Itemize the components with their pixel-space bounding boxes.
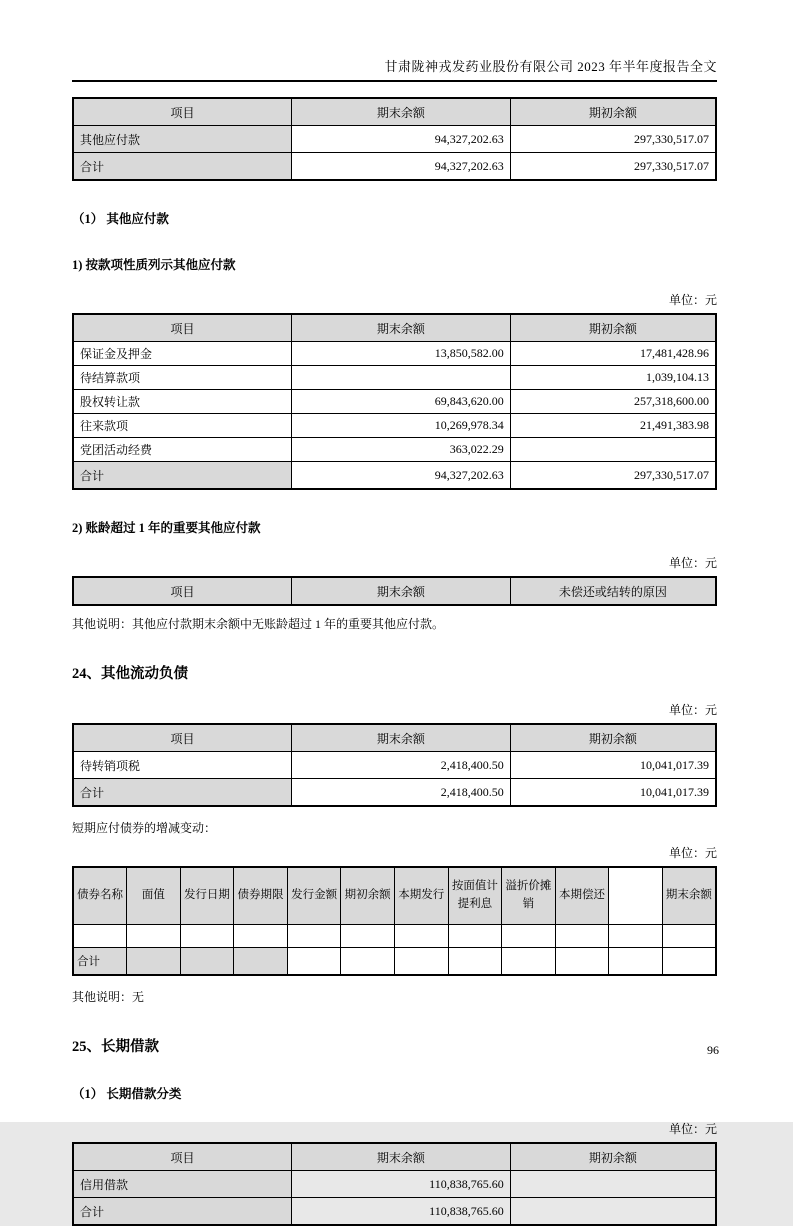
item-label-cell: 信用借款 [73,1171,292,1198]
col-header-item: 项目 [73,98,292,126]
col-header-beginning-balance: 期初余额 [341,867,395,925]
item-label-cell: 保证金及押金 [73,342,292,366]
empty-cell [555,925,609,948]
aging-note: 其他说明：其他应付款期末余额中无账龄超过 1 年的重要其他应付款。 [72,617,445,631]
empty-cell [662,948,716,976]
header-rule [72,80,717,82]
unit-label: 单位：元 [668,556,717,570]
empty-cell [234,948,288,976]
beginning-balance-cell: 21,491,383.98 [510,414,716,438]
table-header-row [73,577,716,605]
col-header-beginning-balance: 期初余额 [510,724,716,752]
beginning-balance-cell: 297,330,517.07 [510,153,716,181]
unit-label: 单位：元 [668,1122,717,1136]
col-header-ending-balance: 期末余额 [292,577,511,605]
item-label-cell: 待转销项税 [73,752,292,779]
total-label-cell: 合计 [73,948,127,976]
empty-cell [609,925,663,948]
item-label-cell: 往来款项 [73,414,292,438]
beginning-balance-cell [510,1198,716,1226]
beginning-balance-cell: 10,041,017.39 [510,752,716,779]
total-label-cell: 合计 [73,1198,292,1226]
table-header-row [73,867,716,925]
empty-cell [287,948,341,976]
ending-balance-cell: 94,327,202.63 [292,462,511,490]
empty-cell [180,948,234,976]
col-header-premium-amortization: 溢折价摊销 [502,867,556,925]
empty-cell [502,948,556,976]
section-24-title: 24、其他流动负债 [72,666,188,682]
empty-cell [180,925,234,948]
document-title: 甘肃陇神戎发药业股份有限公司 2023 年半年度报告全文 [384,59,717,74]
table-total-row [73,779,716,807]
ending-balance-cell: 110,838,765.60 [292,1171,511,1198]
table-row [73,366,716,390]
table-row [73,752,716,779]
subsection-by-nature-title: 1) 按款项性质列示其他应付款 [72,258,236,272]
empty-cell [234,925,288,948]
col-header-ending-balance: 期末余额 [662,867,716,925]
table-row [73,414,716,438]
empty-cell [502,925,556,948]
empty-cell [555,948,609,976]
item-label-cell: 党团活动经费 [73,438,292,462]
item-label-cell: 待结算款项 [73,366,292,390]
col-header-item: 项目 [73,1143,292,1171]
col-header-blank [609,867,663,925]
subsection-loan-class-title: （1） 长期借款分类 [72,1087,182,1101]
table-header-row [73,1143,716,1171]
total-label-cell: 合计 [73,153,292,181]
col-header-beginning-balance: 期初余额 [510,98,716,126]
empty-cell [73,925,127,948]
item-label-cell: 其他应付款 [73,126,292,153]
empty-cell [448,925,502,948]
page-number: 96 [707,1043,719,1057]
empty-cell [609,948,663,976]
table-row [73,438,716,462]
table-row [73,1171,716,1198]
col-header-item: 项目 [73,724,292,752]
ending-balance-cell: 69,843,620.00 [292,390,511,414]
other-current-liabilities-table [72,723,717,807]
table-row [73,390,716,414]
beginning-balance-cell: 297,330,517.07 [510,126,716,153]
table-header-row [73,98,716,126]
empty-cell [341,948,395,976]
long-term-loans-table [72,1142,717,1226]
total-label-cell: 合计 [73,779,292,807]
col-header-beginning-balance: 期初余额 [510,314,716,342]
beginning-balance-cell [510,1171,716,1198]
col-header-item: 项目 [73,577,292,605]
empty-cell [341,925,395,948]
col-header-bond-term: 债券期限 [234,867,288,925]
table-row [73,342,716,366]
ending-balance-cell: 10,269,978.34 [292,414,511,438]
col-header-ending-balance: 期末余额 [292,98,511,126]
col-header-reason: 未偿还或结转的原因 [510,577,716,605]
aging-over-one-year-table [72,576,717,606]
col-header-face-value: 面值 [127,867,181,925]
ending-balance-cell: 94,327,202.63 [292,153,511,181]
unit-label: 单位：元 [668,703,717,717]
ending-balance-cell: 13,850,582.00 [292,342,511,366]
table-empty-row [73,925,716,948]
table-header-row [73,314,716,342]
ending-balance-cell: 94,327,202.63 [292,126,511,153]
ending-balance-cell [292,366,511,390]
beginning-balance-cell: 257,318,600.00 [510,390,716,414]
empty-cell [287,925,341,948]
col-header-interest-at-face: 按面值计提利息 [448,867,502,925]
other-payables-summary-table [72,97,717,181]
total-label-cell: 合计 [73,462,292,490]
col-header-bond-name: 债券名称 [73,867,127,925]
bond-note: 其他说明：无 [72,990,145,1004]
table-total-row [73,462,716,490]
ending-balance-cell: 2,418,400.50 [292,779,511,807]
empty-cell [448,948,502,976]
document-header [72,0,717,75]
col-header-issue-date: 发行日期 [180,867,234,925]
col-header-issue-amount: 发行金额 [287,867,341,925]
empty-cell [662,925,716,948]
ending-balance-cell: 363,022.29 [292,438,511,462]
beginning-balance-cell: 10,041,017.39 [510,779,716,807]
unit-label: 单位：元 [668,293,717,307]
table-total-row [73,948,716,976]
bond-movement-table [72,866,717,976]
col-header-repaid-this-period: 本期偿还 [555,867,609,925]
unit-label: 单位：元 [668,846,717,860]
empty-cell [127,948,181,976]
section-25-title: 25、长期借款 [72,1039,159,1055]
col-header-item: 项目 [73,314,292,342]
beginning-balance-cell [510,438,716,462]
table-header-row [73,724,716,752]
empty-cell [394,925,448,948]
col-header-ending-balance: 期末余额 [292,314,511,342]
beginning-balance-cell: 17,481,428.96 [510,342,716,366]
col-header-issued-this-period: 本期发行 [394,867,448,925]
subsection-aging-title: 2) 账龄超过 1 年的重要其他应付款 [72,521,261,535]
col-header-ending-balance: 期末余额 [292,724,511,752]
empty-cell [394,948,448,976]
table-total-row [73,1198,716,1226]
empty-cell [127,925,181,948]
beginning-balance-cell: 297,330,517.07 [510,462,716,490]
item-label-cell: 股权转让款 [73,390,292,414]
ending-balance-cell: 2,418,400.50 [292,752,511,779]
payables-by-nature-table [72,313,717,490]
bond-change-label: 短期应付债券的增减变动： [72,821,217,835]
section-other-payables-title: （1） 其他应付款 [72,212,169,226]
beginning-balance-cell: 1,039,104.13 [510,366,716,390]
col-header-ending-balance: 期末余额 [292,1143,511,1171]
table-row [73,126,716,153]
ending-balance-cell: 110,838,765.60 [292,1198,511,1226]
col-header-beginning-balance: 期初余额 [510,1143,716,1171]
table-total-row [73,153,716,181]
